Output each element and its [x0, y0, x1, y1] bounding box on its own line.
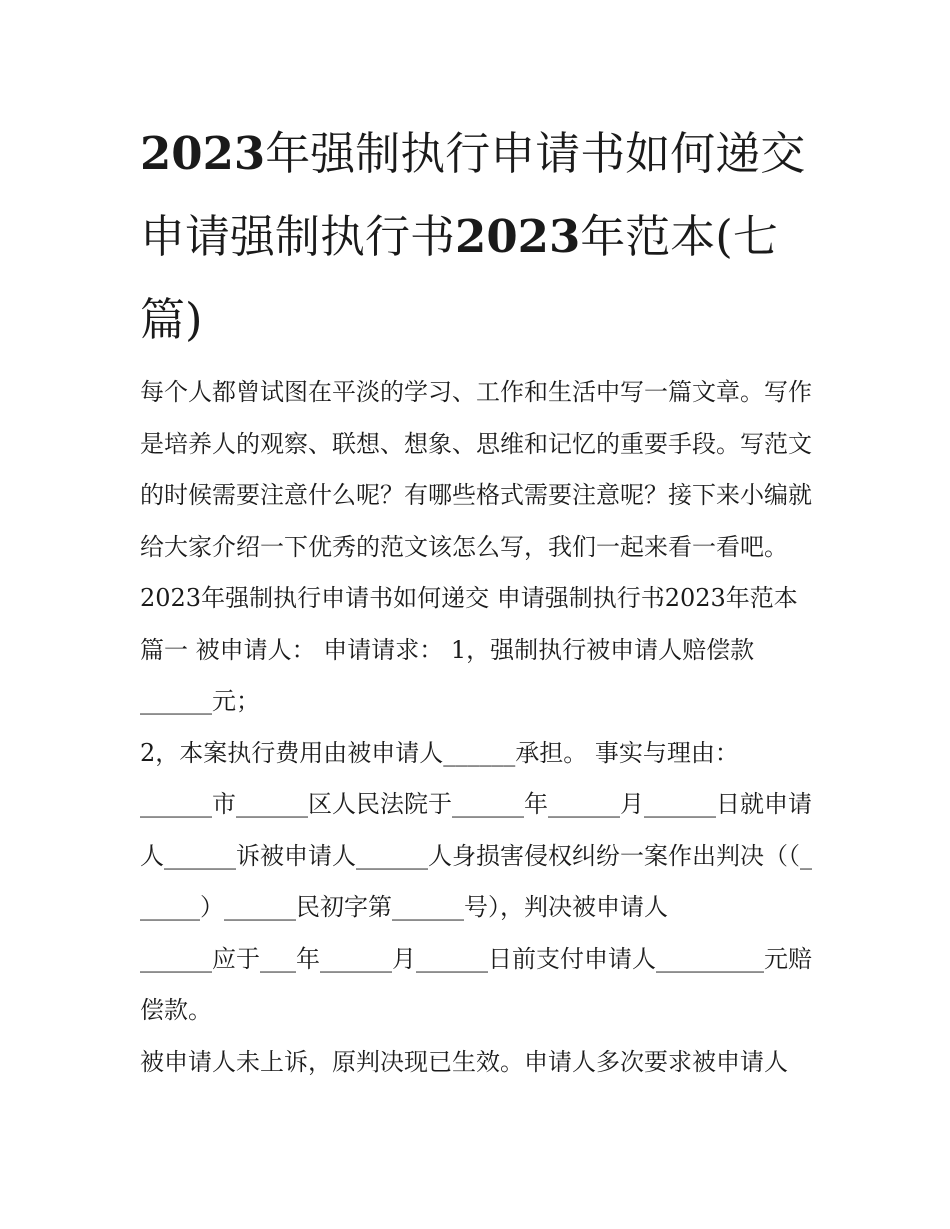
facts-paragraph: ______市______区人民法院于______年______月______日就申请人______诉被申请人______人身损害侵权纠纷一案作出判决（（______）______民初字第______号），判决被申请人 — [140, 790, 812, 921]
title-text-1: 年强制执行申请书如何递交 申请强制执行书 — [140, 127, 806, 263]
document-page — [140, 112, 820, 1088]
appeal-paragraph: 被申请人未上诉，原判决现已生效。申请人多次要求被申请人 — [140, 1047, 788, 1076]
title-text-2: 年范本(七篇) — [140, 210, 778, 346]
title-year-1: 2023 — [140, 127, 266, 180]
document-title — [140, 112, 820, 361]
intro-paragraph: 每个人都曾试图在平淡的学习、工作和生活中写一篇文章。写作是培养人的观察、联想、想象、思维和记忆的重要手段。写范文的时候需要注意什么呢？有哪些格式需要注意呢？接下来小编就给大家介绍一下优秀的范文该怎么写，我们一起来看一看吧。 — [140, 378, 812, 561]
amount-blank-line: ______元； — [140, 687, 260, 715]
cost-paragraph: 2，本案执行费用由被申请人______承担。 事实与理由： — [140, 738, 739, 767]
payment-paragraph: ______应于___年______月______日前支付申请人_________元赔偿款。 — [140, 944, 812, 1024]
title-year-2: 2023 — [455, 210, 581, 263]
sample-heading-paragraph: 2023年强制执行申请书如何递交 申请强制执行书2023年范本篇一 被申请人： 申请请求： 1，强制执行被申请人赔偿款 — [140, 584, 798, 664]
